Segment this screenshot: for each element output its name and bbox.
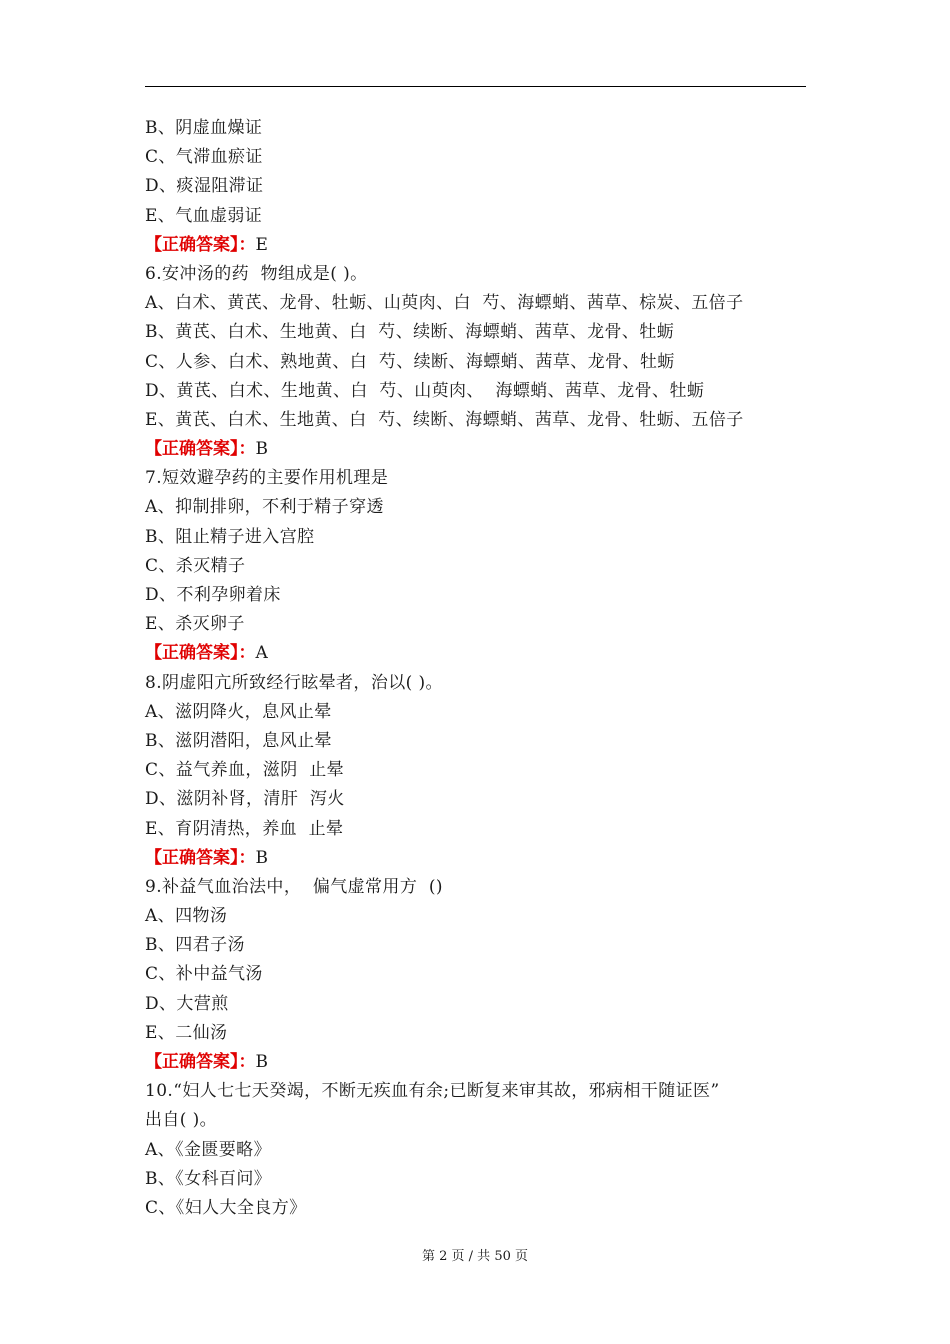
q5-option-d: D、痰湿阻滞证 (145, 176, 264, 197)
q8-question: 8.阴虚阳亢所致经行眩晕者，治以( )。 (145, 672, 443, 693)
answer-value: B (255, 847, 269, 868)
answer-value: E (255, 234, 269, 255)
answer-label: 【正确答案】 (145, 234, 239, 255)
q6-option-e: E、黄芪、白术、生地黄、白 芍、续断、海螵蛸、茜草、龙骨、牡蛎、五倍子 (145, 409, 744, 430)
q8-option-d: D、滋阴补肾，清肝 泻火 (145, 789, 345, 810)
document-body (145, 114, 810, 1223)
answer-label: 【正确答案】 (145, 1052, 239, 1072)
answer-value: B (255, 1052, 269, 1072)
answer-value: A (255, 643, 269, 664)
q7-question: 7.短效避孕药的主要作用机理是 (145, 468, 389, 489)
q6-option-a: A、白术、黄芪、龙骨、牡蛎、山萸肉、白 芍、海螵蛸、茜草、棕炭、五倍子 (145, 293, 744, 314)
q9-option-a: A、四物汤 (145, 906, 228, 927)
answer-colon: ： (238, 643, 256, 664)
q5-option-b: B、阴虚血燥证 (145, 118, 263, 138)
q7-option-d: D、不利孕卵着床 (145, 585, 281, 605)
answer-colon: ： (238, 1052, 256, 1072)
q7-answer (145, 639, 810, 668)
q8-answer (145, 844, 810, 873)
q5-option-e: E、气血虚弱证 (145, 205, 263, 226)
answer-colon: ： (238, 234, 256, 255)
q8-option-b: B、滋阴潜阳，息风止晕 (145, 730, 332, 751)
q8-option-c: C、益气养血，滋阴 止晕 (145, 760, 345, 781)
answer-colon: ： (238, 847, 256, 868)
q9-option-e: E、二仙汤 (145, 1022, 228, 1043)
q6-option-b: B、黄芪、白术、生地黄、白 芍、续断、海螵蛸、茜草、龙骨、牡蛎 (145, 322, 675, 343)
q7-option-e: E、杀灭卵子 (145, 614, 245, 635)
q10-question-line1: 10.“妇人七七天癸竭，不断无疾血有余;已断复来审其故，邪病相干随证医” (145, 1081, 720, 1102)
q9-option-d: D、大营煎 (145, 993, 229, 1014)
answer-label: 【正确答案】 (145, 847, 239, 868)
answer-label: 【正确答案】 (145, 439, 239, 460)
q5-answer (145, 231, 810, 260)
q8-option-e: E、育阴清热，养血 止晕 (145, 818, 344, 839)
page-footer: 第 2 页 / 共 50 页 (422, 1249, 528, 1264)
answer-value: B (255, 439, 269, 460)
header-rule (145, 86, 806, 87)
q10-option-c: C、《妇人大全良方》 (145, 1197, 307, 1218)
q9-answer (145, 1048, 810, 1077)
q10-option-a: A、《金匮要略》 (145, 1139, 271, 1160)
q7-option-c: C、杀灭精子 (145, 555, 246, 576)
q10-option-b: B、《女科百问》 (145, 1168, 272, 1189)
q6-answer (145, 435, 810, 464)
q8-option-a: A、滋阴降火，息风止晕 (145, 701, 332, 722)
q9-question: 9.补益气血治法中， 偏气虚常用方 () (145, 876, 443, 897)
q6-question: 6.安冲汤的药 物组成是( )。 (145, 263, 368, 284)
q10-question-line2: 出自( )。 (145, 1110, 218, 1131)
q9-option-b: B、四君子汤 (145, 935, 245, 956)
q7-option-a: A、抑制排卵，不利于精子穿透 (145, 497, 384, 518)
q7-option-b: B、阻止精子进入宫腔 (145, 526, 315, 547)
q9-option-c: C、补中益气汤 (145, 964, 263, 985)
q6-option-c: C、人参、白术、熟地黄、白 芍、续断、海螵蛸、茜草、龙骨、牡蛎 (145, 351, 675, 372)
answer-label: 【正确答案】 (145, 643, 239, 664)
q6-option-d: D、黄芪、白术、生地黄、白 芍、山萸肉、 海螵蛸、茜草、龙骨、牡蛎 (145, 380, 705, 401)
q5-option-c: C、气滞血瘀证 (145, 147, 263, 168)
answer-colon: ： (238, 439, 256, 460)
